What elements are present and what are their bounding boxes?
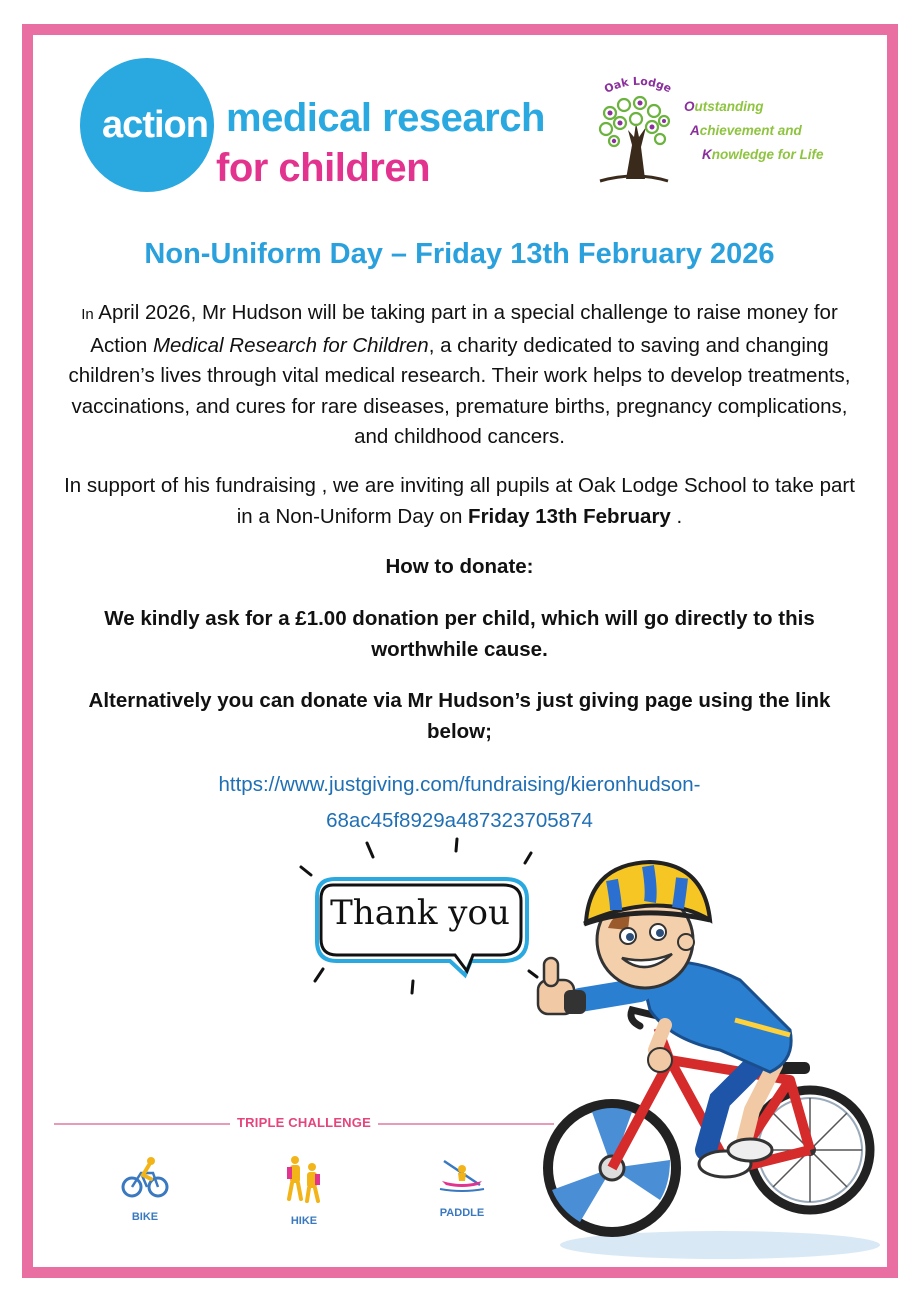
hike-label: HIKE (290, 1215, 318, 1227)
paddle-icon (438, 1155, 486, 1195)
triple-challenge-divider-left (54, 1123, 230, 1125)
motto-line-1: Outstanding (684, 99, 764, 114)
justgiving-link[interactable]: https://www.justgiving.com/fundraising/kieronhudson- 68ac45f8929a487323705874 (218, 773, 701, 832)
support-paragraph: In support of his fundraising , we are inviting all pupils at Oak Lodge School to take part in a Non-Uniform Day on Friday 13th February . (64, 474, 855, 528)
amr-logo-circle (80, 58, 214, 192)
oak-logo-name: Oak Lodge (602, 75, 674, 96)
action-medical-research-logo (80, 58, 550, 193)
triple-challenge-paddle (422, 1155, 502, 1219)
helmet-icon (584, 862, 710, 924)
how-to-donate-heading: How to donate: (385, 555, 534, 578)
amr-logo-word-medical-research: medical research (226, 96, 545, 140)
bike-label: BIKE (131, 1211, 159, 1223)
svg-text:Oak Lodge (602, 75, 673, 96)
motto-line-2: Achievement and (690, 123, 802, 138)
thank-you-text: Thank you (330, 893, 510, 933)
amr-logo-word-for-children: for children (216, 146, 431, 190)
hike-icon (284, 1155, 324, 1203)
triple-challenge-title: TRIPLE CHALLENGE (237, 1115, 371, 1130)
bike-icon (121, 1155, 169, 1199)
motto-line-3: Knowledge for Life (702, 147, 824, 162)
triple-challenge-bike (105, 1155, 185, 1223)
alternative-donation: Alternatively you can donate via Mr Hudson’s just giving page using the link below; (88, 689, 831, 743)
oak-tree-icon (590, 75, 680, 185)
oak-lodge-motto (684, 95, 824, 167)
triple-challenge-hike (264, 1155, 344, 1227)
thumbs-up-icon (538, 958, 586, 1014)
intro-paragraph: In April 2026, Mr Hudson will be taking part in a special challenge to raise money for Action Medical Research for Children, a charity dedicated to saving and changing children’s lives through vital medical research. Their work helps to develop treatments, vaccinations, and cures for rare diseases, premature births, pregnancy complications, and childhood cancers. (68, 301, 851, 448)
thank-you-bubble (295, 835, 545, 1000)
paddle-label: PADDLE (439, 1207, 485, 1219)
donation-request: We kindly ask for a £1.00 donation per child, which will go directly to this worthwhile cause. (104, 607, 815, 661)
cyclist-illustration (520, 850, 890, 1270)
oak-lodge-logo (590, 75, 840, 190)
amr-logo-word-action: action (102, 103, 208, 146)
page-title: Non-Uniform Day – Friday 13th February 2026 (144, 238, 775, 270)
